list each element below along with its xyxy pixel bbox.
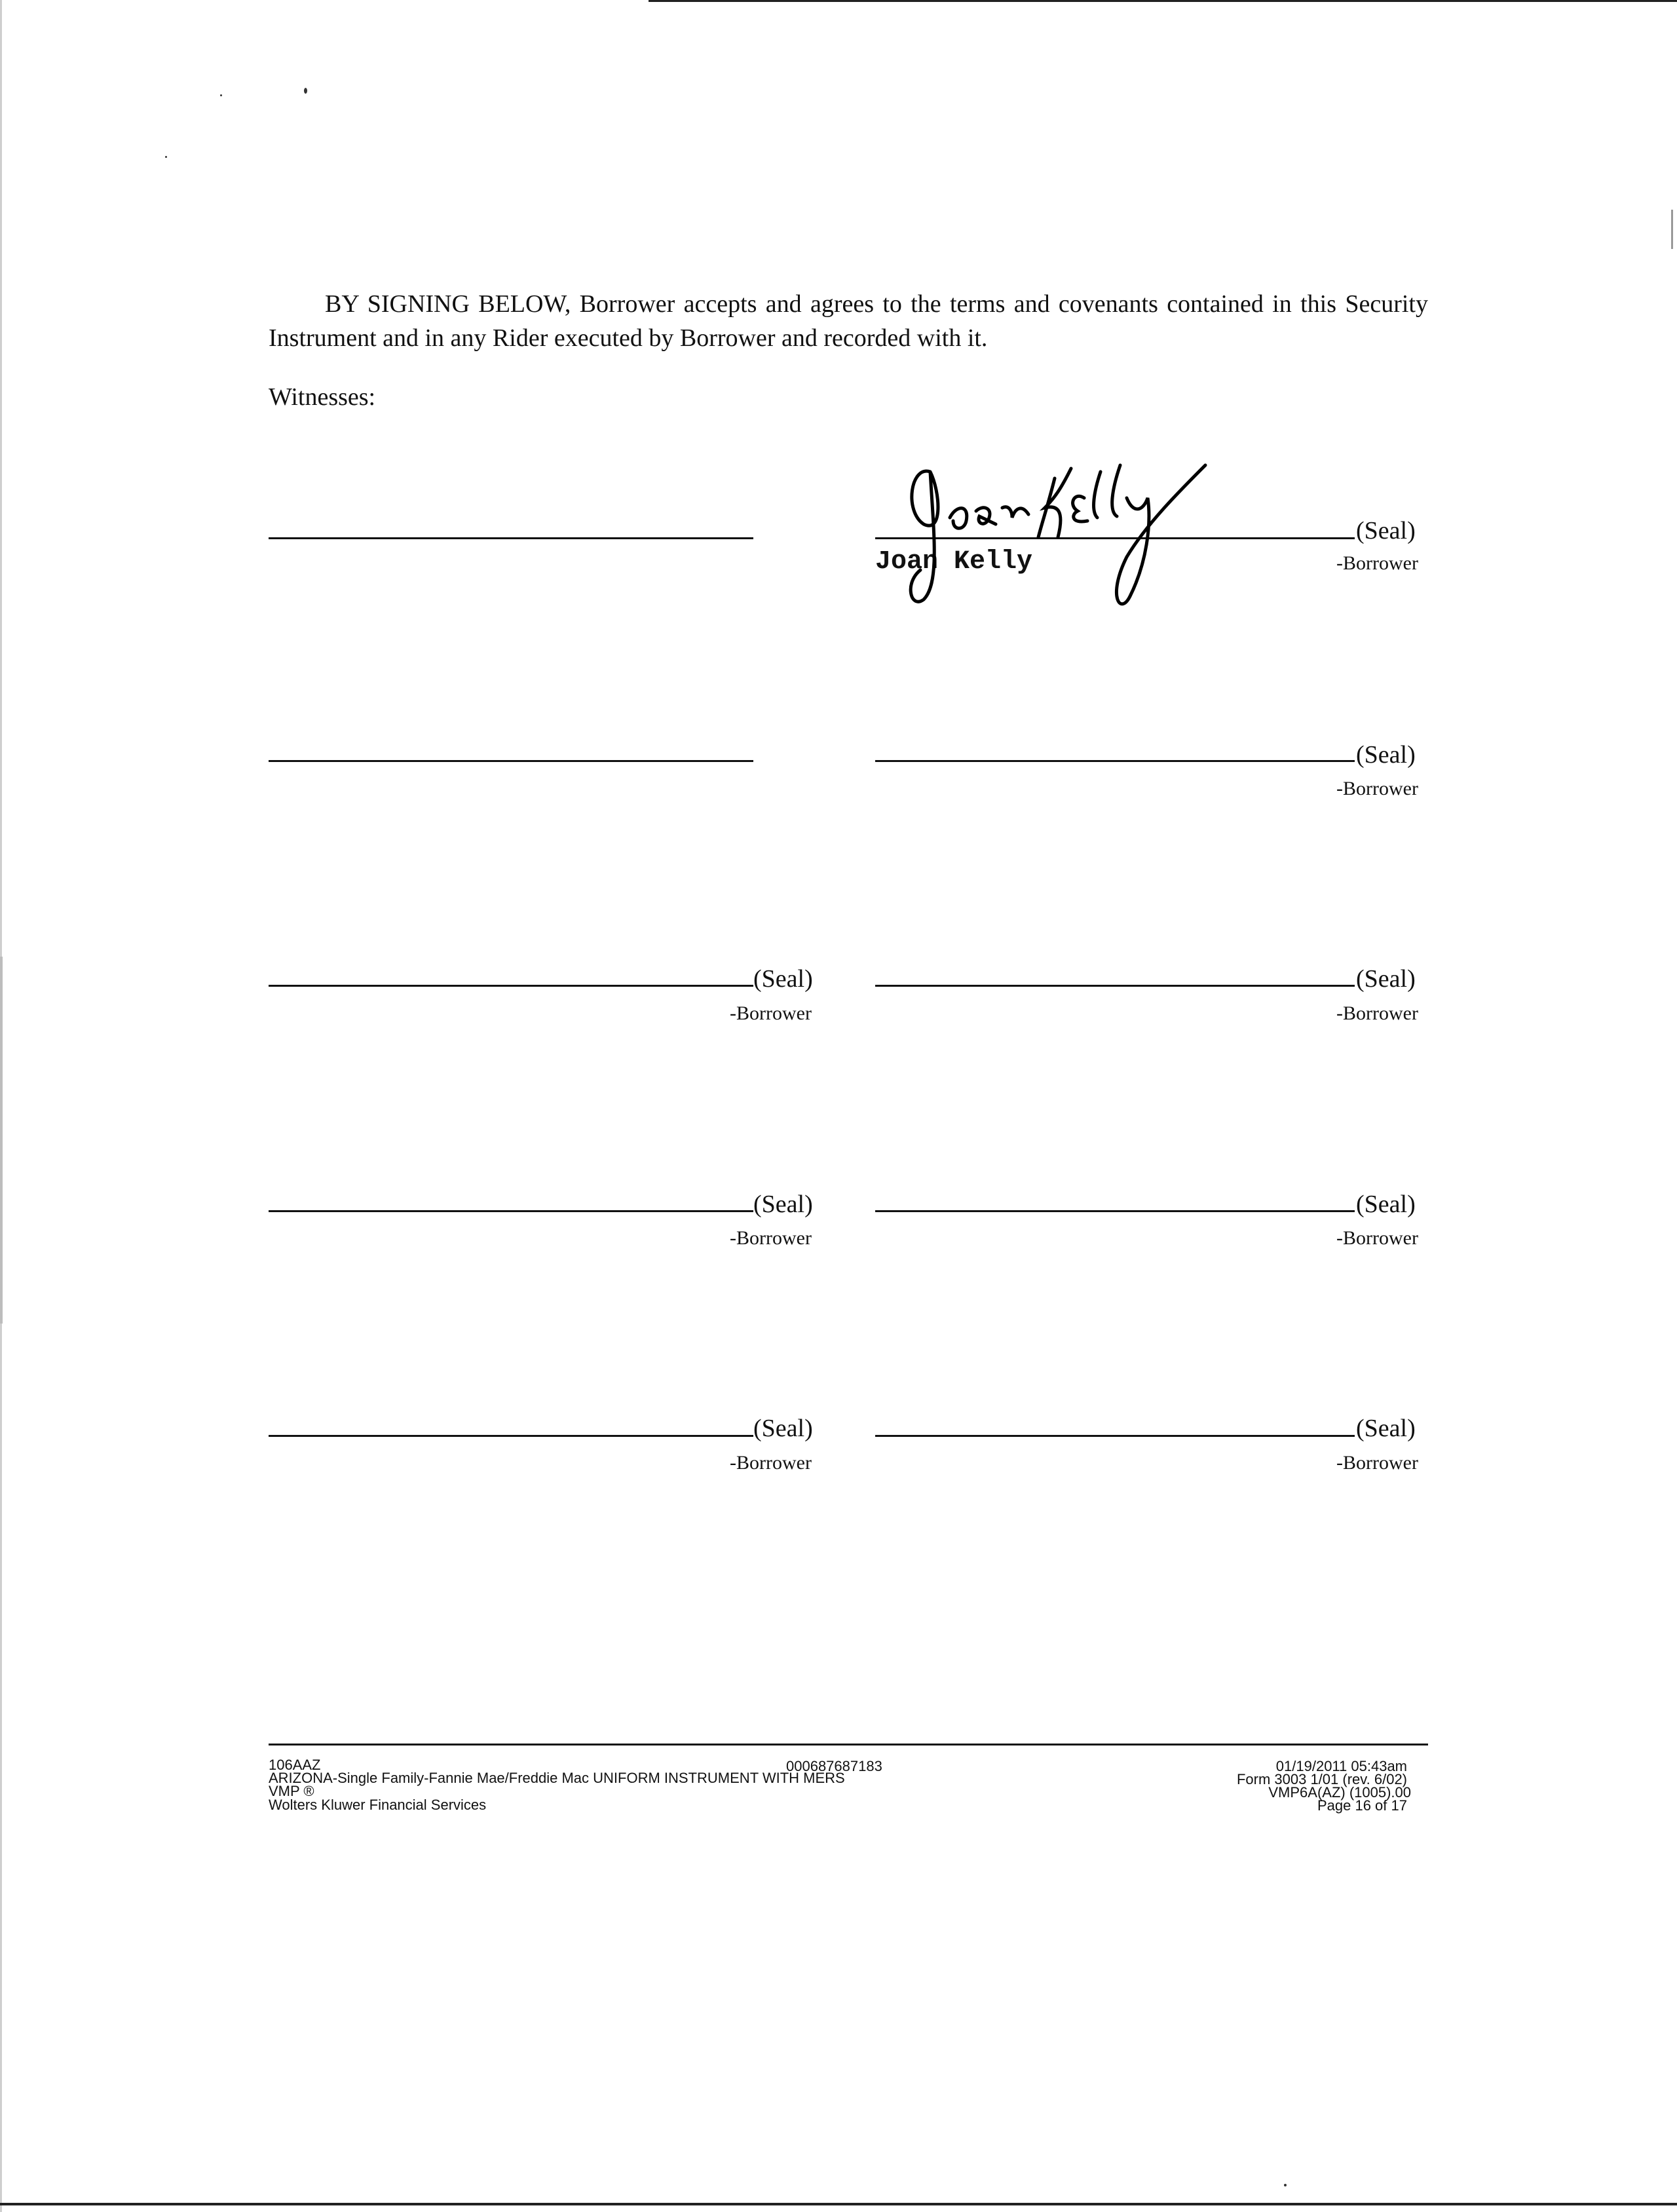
seal-label: (Seal) [753, 1415, 813, 1442]
borrower-signature-line [875, 1210, 1355, 1212]
scan-edge-right [1671, 210, 1673, 249]
borrower-label: -Borrower [730, 1002, 812, 1024]
signing-statement: BY SIGNING BELOW, Borrower accepts and agrees to the terms and covenants contained in this Security Instrument and in any Rider executed by Borrower and recorded with it. [269, 290, 1428, 352]
scan-edge-top [649, 0, 1677, 2]
seal-label: (Seal) [1356, 1415, 1416, 1442]
footer-timestamp: 01/19/2011 05:43am [1275, 1758, 1407, 1774]
footer-form-title: ARIZONA-Single Family-Fannie Mae/Freddie Mac UNIFORM INSTRUMENT WITH MERS [269, 1770, 845, 1786]
seal-label: (Seal) [1356, 741, 1416, 769]
footer-vmp-form-code: VMP6A(AZ) (1005).00 [1268, 1784, 1411, 1801]
borrower-label: -Borrower [1336, 1002, 1418, 1024]
scan-speck [304, 88, 307, 94]
seal-label: (Seal) [753, 965, 813, 993]
footer-company: Wolters Kluwer Financial Services [269, 1797, 487, 1813]
borrower-label: -Borrower [1336, 1452, 1418, 1474]
footer-form-number: Form 3003 1/01 (rev. 6/02) [1236, 1771, 1407, 1787]
scan-speck [220, 94, 222, 96]
borrower-label: -Borrower [1336, 778, 1418, 799]
seal-label: (Seal) [1356, 965, 1416, 993]
scan-edge-bottom [0, 2203, 1677, 2205]
handwritten-signature [904, 452, 1232, 616]
borrower-signature-line [875, 760, 1355, 762]
seal-label: (Seal) [1356, 517, 1416, 544]
borrower-label: -Borrower [1336, 1227, 1418, 1249]
witnesses-label: Witnesses: [269, 383, 376, 411]
borrower-signature-line [875, 1435, 1355, 1437]
borrower-label: -Borrower [730, 1452, 812, 1474]
witness-signature-line [269, 760, 753, 762]
borrower-signature-line [269, 1435, 753, 1437]
footer-form-code: 106AAZ [269, 1757, 321, 1773]
witness-signature-line [269, 537, 753, 539]
borrower-label: -Borrower [730, 1227, 812, 1249]
footer-page-number: Page 16 of 17 [1317, 1797, 1407, 1814]
borrower-signature-line [875, 985, 1355, 987]
borrower-label: -Borrower [1336, 552, 1418, 574]
scan-edge-left-mark [0, 957, 3, 1324]
scan-speck [165, 156, 167, 158]
scan-speck [1284, 2184, 1287, 2186]
footer-vmp: VMP ® [269, 1783, 314, 1799]
borrower-signature-line [269, 1210, 753, 1212]
borrower-signature-line [269, 985, 753, 987]
borrower-typed-name: Joan Kelly [875, 547, 1033, 577]
seal-label: (Seal) [753, 1191, 813, 1218]
footer-rule [269, 1744, 1428, 1745]
seal-label: (Seal) [1356, 1191, 1416, 1218]
footer-loan-number: 000687687183 [786, 1758, 882, 1774]
